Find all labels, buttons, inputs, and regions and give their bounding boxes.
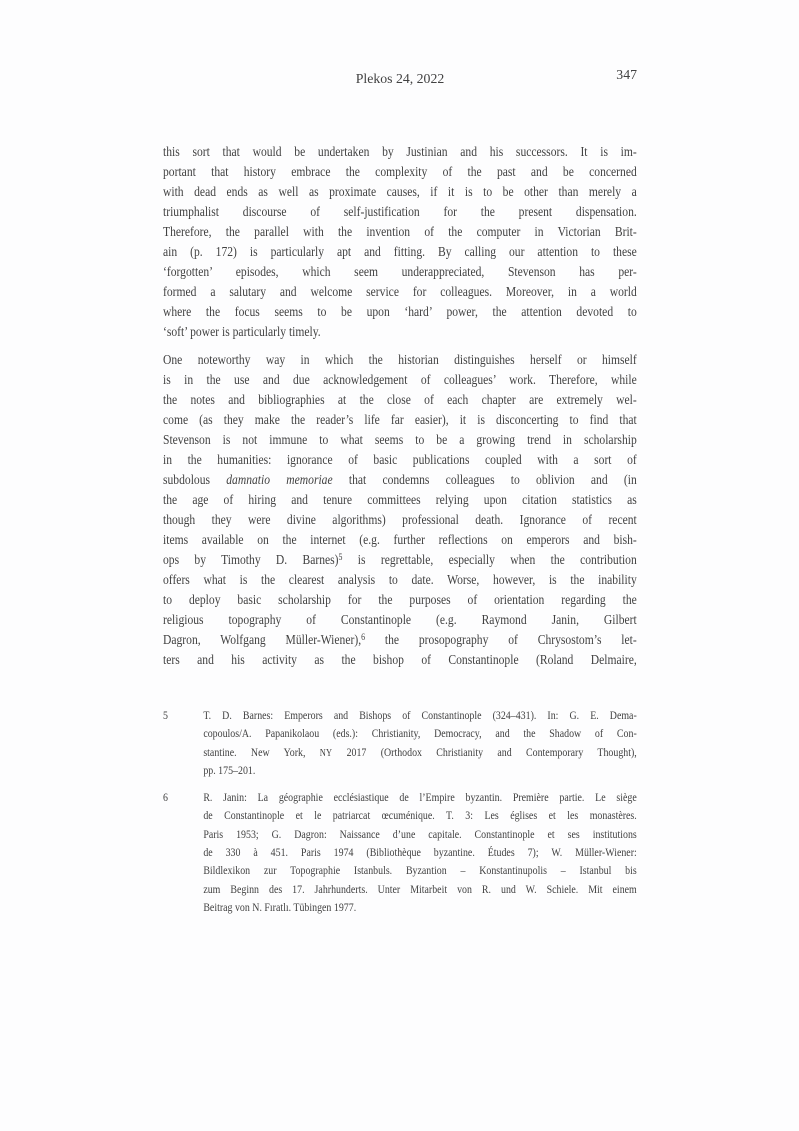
footnotes-section: [163, 706, 637, 916]
text-line: Therefore, the parallel with the invention of the computer in Victorian Brit-: [163, 224, 637, 239]
text-line: stantine. New York, NY 2017 (Orthodox Christianity and Contemporary Thought),: [203, 744, 637, 759]
footnote-number: 5: [163, 708, 168, 722]
text-line: in the humanities: ignorance of basic publications coupled with a sort of: [163, 452, 637, 467]
body-paragraph: [163, 350, 637, 670]
text-line: zum Beginn des 17. Jahrhunderts. Unter Mitarbeit von R. und W. Schiele. Mit einem: [203, 881, 637, 896]
text-line: ops by Timothy D. Barnes)$^5$ is regrettable, especially when the contribution: [163, 552, 637, 567]
text-line: though they were divine algorithms) professional death. Ignorance of recent: [163, 512, 637, 527]
text-line: ters and his activity as the bishop of Constantinople (Roland Delmaire,: [163, 652, 637, 667]
text-line: Bildlexikon zur Topographie Istanbuls. Byzantion – Konstantinupolis – Istanbul bis: [203, 863, 637, 878]
text-line: pp. 175–201.: [203, 762, 256, 777]
footnote-number: 6: [163, 790, 168, 805]
text-line: Stevenson is not immune to what seems to be a growing trend in scholarship: [163, 432, 637, 447]
text-line: with dead ends as well as proximate causes, if it is to be other than merely a: [163, 184, 637, 199]
text-line: de 330 à 451. Paris 1974 (Bibliothèque byzantine. Études 7); W. Müller-Wiener:: [203, 845, 637, 860]
text-line: copoulos/A. Papanikolaou (eds.): Christianity, Democracy, and the Shadow of Con-: [203, 726, 637, 741]
body-text: [163, 142, 637, 670]
footnote-text: [203, 788, 636, 916]
text-line: offers what is the clearest analysis to date. Worse, however, is the inability: [163, 572, 637, 587]
text-line: One noteworthy way in which the historian distinguishes herself or himself: [163, 352, 637, 367]
text-line: T. D. Barnes: Emperors and Bishops of Constantinople (324–431). In: G. E. Dema-: [203, 708, 637, 722]
text-line: to deploy basic scholarship for the purposes of orientation regarding the: [163, 592, 637, 607]
text-line: Paris 1953; G. Dagron: Naissance d’une capitale. Constantinople et ses institutions: [203, 826, 637, 841]
text-line: R. Janin: La géographie ecclésiastique de l’Empire byzantin. Première partie. Le siège: [203, 790, 637, 805]
text-line: this sort that would be undertaken by Justinian and his successors. It is im-: [163, 144, 637, 159]
footnote: [163, 788, 637, 916]
footnote: [163, 706, 637, 779]
text-line: Beitrag von N. Fıratlı. Tübingen 1977.: [203, 899, 357, 914]
text-line: religious topography of Constantinople (e.g. Raymond Janin, Gilbert: [163, 612, 637, 627]
body-paragraph: [163, 142, 637, 342]
text-line: where the focus seems to be upon ‘hard’ power, the attention devoted to: [163, 304, 637, 319]
text-line: the notes and bibliographies at the close of each chapter are extremely wel-: [163, 392, 637, 407]
text-line: come (as they make the reader’s life far easier), it is disconcerting to find that: [163, 412, 637, 427]
page-number: 347: [616, 67, 637, 82]
footnote-text: [203, 706, 636, 779]
page-header: [163, 67, 637, 88]
text-line: Dagron, Wolfgang Müller-Wiener),$^6$ the prosopography of Chrysostom’s let-: [163, 632, 637, 647]
text-line: ‘forgotten’ episodes, which seem underappreciated, Stevenson has per-: [163, 264, 637, 279]
footnote-reference: 6: [361, 632, 366, 643]
text-line: portant that history embrace the complexity of the past and be concerned: [163, 164, 637, 179]
text-line: items available on the internet (e.g. further reflections on emperors and bish-: [163, 532, 637, 547]
footnote-reference: 5: [338, 552, 343, 563]
journal-title: Plekos 24, 2022: [355, 71, 445, 86]
text-line: ain (p. 172) is particularly apt and fitting. By calling our attention to these: [163, 244, 637, 259]
text-line: formed a salutary and welcome service for colleagues. Moreover, in a world: [163, 284, 637, 299]
text-line: triumphalist discourse of self-justification for the present dispensation.: [163, 204, 637, 219]
text-line: the age of hiring and tenure committees relying upon citation statistics as: [163, 492, 637, 507]
text-line: de Constantinople et le patriarcat œcuménique. T. 3: Les églises et les monastères.: [203, 808, 637, 823]
text-line: is in the use and due acknowledgement of colleagues’ work. Therefore, while: [163, 372, 637, 387]
text-line: subdolous damnatio memoriae that condemns colleagues to oblivion and (in: [163, 472, 637, 487]
text-line: ‘soft’ power is particularly timely.: [163, 324, 321, 339]
